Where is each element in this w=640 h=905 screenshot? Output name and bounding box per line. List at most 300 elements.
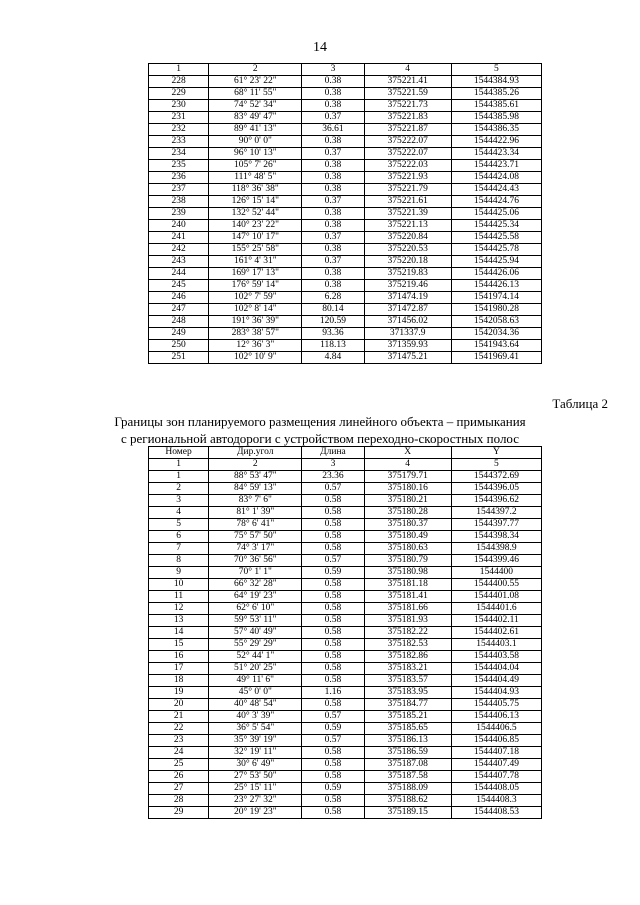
cell-number: 12 — [149, 603, 209, 615]
cell-direction-angle: 40° 3' 39" — [209, 711, 302, 723]
cell-length: 6.28 — [302, 292, 364, 304]
table-row — [149, 807, 542, 819]
cell-number: 237 — [149, 184, 209, 196]
cell-y: 1544424.08 — [451, 172, 541, 184]
cell-number: 238 — [149, 196, 209, 208]
cell-length: 0.58 — [302, 579, 364, 591]
cell-length: 118.13 — [302, 340, 364, 352]
cell-number: 251 — [149, 352, 209, 364]
cell-number: 26 — [149, 771, 209, 783]
cell-y: 1544397.2 — [451, 507, 541, 519]
table-row — [149, 663, 542, 675]
table-row — [149, 280, 542, 292]
cell-x: 375221.79 — [364, 184, 451, 196]
cell-number: 241 — [149, 232, 209, 244]
cell-direction-angle: 68° 11' 55" — [209, 88, 302, 100]
cell-direction-angle: 102° 7' 59" — [209, 292, 302, 304]
table-row — [149, 531, 542, 543]
cell-direction-angle: 61° 23' 22" — [209, 76, 302, 88]
cell-number: 17 — [149, 663, 209, 675]
table-row — [149, 352, 542, 364]
cell-direction-angle: 89° 41' 13" — [209, 124, 302, 136]
cell-x: 375182.22 — [364, 627, 451, 639]
cell-y: 1544397.77 — [451, 519, 541, 531]
table-row — [149, 244, 542, 256]
table-row — [149, 112, 542, 124]
cell-number: 228 — [149, 76, 209, 88]
cell-number: 244 — [149, 268, 209, 280]
table-row — [149, 148, 542, 160]
cell-length: 0.38 — [302, 268, 364, 280]
cell-y: 1544423.34 — [451, 148, 541, 160]
cell-y: 1544385.61 — [451, 100, 541, 112]
cell-length: 0.38 — [302, 136, 364, 148]
cell-length: 0.37 — [302, 112, 364, 124]
cell-direction-angle: 62° 6' 10" — [209, 603, 302, 615]
cell-direction-angle: 70° 1' 1" — [209, 567, 302, 579]
cell-y: 1544424.76 — [451, 196, 541, 208]
cell-x: 371359.93 — [364, 340, 451, 352]
cell-y: 1544424.43 — [451, 184, 541, 196]
page-number: 14 — [313, 40, 327, 55]
cell-number: 235 — [149, 160, 209, 172]
cell-direction-angle: 52° 44' 1" — [209, 651, 302, 663]
cell-x: 375186.59 — [364, 747, 451, 759]
cell-y: 1544384.93 — [451, 76, 541, 88]
cell-direction-angle: 84° 59' 13" — [209, 483, 302, 495]
cell-x: 375221.13 — [364, 220, 451, 232]
cell-x: 375220.18 — [364, 256, 451, 268]
cell-number: 233 — [149, 136, 209, 148]
cell-length: 0.58 — [302, 663, 364, 675]
table-row — [149, 723, 542, 735]
cell-x: 375181.93 — [364, 615, 451, 627]
table-row — [149, 88, 542, 100]
cell-number: 230 — [149, 100, 209, 112]
cell-length: 0.58 — [302, 591, 364, 603]
table-row — [149, 543, 542, 555]
column-number: 4 — [364, 459, 451, 471]
cell-number: 15 — [149, 639, 209, 651]
table-row — [149, 328, 542, 340]
column-number: 3 — [302, 64, 364, 76]
cell-length: 93.36 — [302, 328, 364, 340]
cell-x: 375188.62 — [364, 795, 451, 807]
cell-direction-angle: 70° 36' 56" — [209, 555, 302, 567]
cell-number: 242 — [149, 244, 209, 256]
cell-x: 375184.77 — [364, 699, 451, 711]
cell-length: 0.58 — [302, 651, 364, 663]
cell-x: 375219.83 — [364, 268, 451, 280]
cell-length: 0.37 — [302, 256, 364, 268]
cell-length: 0.58 — [302, 603, 364, 615]
cell-x: 375221.39 — [364, 208, 451, 220]
cell-number: 14 — [149, 627, 209, 639]
table-title-line: Границы зон планируемого размещения линейного объекта – примыкания — [114, 414, 526, 429]
cell-length: 23.36 — [302, 471, 364, 483]
cell-direction-angle: 64° 19' 23" — [209, 591, 302, 603]
cell-y: 1544425.78 — [451, 244, 541, 256]
table-row — [149, 340, 542, 352]
cell-direction-angle: 147° 10' 17" — [209, 232, 302, 244]
cell-y: 1544408.05 — [451, 783, 541, 795]
cell-direction-angle: 59° 53' 11" — [209, 615, 302, 627]
table-row — [149, 615, 542, 627]
cell-y: 1544385.98 — [451, 112, 541, 124]
cell-y: 1544398.9 — [451, 543, 541, 555]
boundary-table-continued — [148, 63, 542, 364]
table-row — [149, 687, 542, 699]
table-row — [149, 519, 542, 531]
cell-direction-angle: 66° 32' 28" — [209, 579, 302, 591]
cell-number: 7 — [149, 543, 209, 555]
cell-direction-angle: 83° 7' 6" — [209, 495, 302, 507]
cell-x: 375180.37 — [364, 519, 451, 531]
cell-y: 1544407.18 — [451, 747, 541, 759]
table-row — [149, 268, 542, 280]
table-row — [149, 627, 542, 639]
cell-direction-angle: 96° 10' 13" — [209, 148, 302, 160]
table-title-line: с региональной автодороги с устройством переходно-скоростных полос — [120, 431, 520, 446]
cell-direction-angle: 45° 0' 0" — [209, 687, 302, 699]
cell-x: 375221.41 — [364, 76, 451, 88]
cell-x: 375221.87 — [364, 124, 451, 136]
cell-number: 1 — [149, 471, 209, 483]
cell-y: 1544402.11 — [451, 615, 541, 627]
cell-x: 375181.41 — [364, 591, 451, 603]
cell-direction-angle: 169° 17' 13" — [209, 268, 302, 280]
cell-direction-angle: 40° 48' 54" — [209, 699, 302, 711]
cell-x: 375180.63 — [364, 543, 451, 555]
cell-y: 1544396.05 — [451, 483, 541, 495]
cell-y: 1544425.06 — [451, 208, 541, 220]
cell-y: 1544396.62 — [451, 495, 541, 507]
table-row — [149, 232, 542, 244]
cell-x: 375182.53 — [364, 639, 451, 651]
cell-y: 1544402.61 — [451, 627, 541, 639]
cell-y: 1542058.63 — [451, 316, 541, 328]
column-number-row — [149, 64, 542, 76]
cell-length: 80.14 — [302, 304, 364, 316]
cell-direction-angle: 12° 36' 3" — [209, 340, 302, 352]
cell-number: 234 — [149, 148, 209, 160]
cell-x: 375181.18 — [364, 579, 451, 591]
cell-length: 0.38 — [302, 208, 364, 220]
cell-x: 375180.49 — [364, 531, 451, 543]
cell-y: 1544425.58 — [451, 232, 541, 244]
table-row — [149, 304, 542, 316]
cell-y: 1544385.26 — [451, 88, 541, 100]
cell-x: 375188.09 — [364, 783, 451, 795]
cell-direction-angle: 155° 25' 58" — [209, 244, 302, 256]
table-label: Таблица 2 — [552, 396, 608, 411]
column-header-x: X — [364, 447, 451, 459]
cell-y: 1544404.49 — [451, 675, 541, 687]
cell-x: 375221.59 — [364, 88, 451, 100]
cell-length: 0.58 — [302, 495, 364, 507]
table-row — [149, 735, 542, 747]
cell-length: 0.38 — [302, 88, 364, 100]
cell-number: 29 — [149, 807, 209, 819]
cell-x: 375183.21 — [364, 663, 451, 675]
table-row — [149, 76, 542, 88]
cell-number: 28 — [149, 795, 209, 807]
cell-x: 375221.61 — [364, 196, 451, 208]
table-body — [149, 76, 542, 364]
cell-y: 1541980.28 — [451, 304, 541, 316]
cell-y: 1544404.93 — [451, 687, 541, 699]
table-row — [149, 747, 542, 759]
cell-y: 1544426.13 — [451, 280, 541, 292]
cell-number: 24 — [149, 747, 209, 759]
cell-direction-angle: 36° 5' 54" — [209, 723, 302, 735]
cell-x: 371337.9 — [364, 328, 451, 340]
cell-direction-angle: 102° 8' 14" — [209, 304, 302, 316]
column-number: 1 — [149, 64, 209, 76]
cell-length: 0.37 — [302, 232, 364, 244]
cell-x: 375189.15 — [364, 807, 451, 819]
cell-number: 11 — [149, 591, 209, 603]
cell-length: 0.58 — [302, 531, 364, 543]
cell-x: 375222.03 — [364, 160, 451, 172]
cell-y: 1544403.1 — [451, 639, 541, 651]
cell-direction-angle: 55° 29' 29" — [209, 639, 302, 651]
column-header-length: Длина — [302, 447, 364, 459]
cell-length: 0.37 — [302, 196, 364, 208]
cell-x: 371472.87 — [364, 304, 451, 316]
cell-length: 0.58 — [302, 771, 364, 783]
cell-x: 375180.28 — [364, 507, 451, 519]
column-number: 5 — [451, 459, 541, 471]
cell-x: 375220.53 — [364, 244, 451, 256]
table-row — [149, 771, 542, 783]
cell-number: 10 — [149, 579, 209, 591]
table-row — [149, 591, 542, 603]
cell-y: 1544406.5 — [451, 723, 541, 735]
column-header-y: Y — [451, 447, 541, 459]
cell-y: 1544401.6 — [451, 603, 541, 615]
cell-number: 245 — [149, 280, 209, 292]
cell-number: 236 — [149, 172, 209, 184]
cell-y: 1542034.36 — [451, 328, 541, 340]
cell-y: 1541969.41 — [451, 352, 541, 364]
column-number: 2 — [209, 64, 302, 76]
cell-length: 0.58 — [302, 627, 364, 639]
cell-direction-angle: 35° 39' 19" — [209, 735, 302, 747]
cell-x: 375220.84 — [364, 232, 451, 244]
cell-x: 375182.86 — [364, 651, 451, 663]
table-title — [0, 413, 640, 447]
cell-x: 375180.98 — [364, 567, 451, 579]
cell-length: 0.38 — [302, 76, 364, 88]
table-row — [149, 220, 542, 232]
cell-number: 25 — [149, 759, 209, 771]
table-row — [149, 292, 542, 304]
cell-length: 0.38 — [302, 160, 364, 172]
table-row — [149, 184, 542, 196]
cell-x: 375222.07 — [364, 148, 451, 160]
cell-length: 0.58 — [302, 747, 364, 759]
cell-y: 1544406.85 — [451, 735, 541, 747]
cell-direction-angle: 105° 7' 26" — [209, 160, 302, 172]
table-row — [149, 555, 542, 567]
table-row — [149, 471, 542, 483]
cell-number: 21 — [149, 711, 209, 723]
cell-length: 0.57 — [302, 711, 364, 723]
table-row — [149, 136, 542, 148]
cell-y: 1541974.14 — [451, 292, 541, 304]
cell-direction-angle: 90° 0' 0" — [209, 136, 302, 148]
column-number: 1 — [149, 459, 209, 471]
table-row — [149, 711, 542, 723]
cell-direction-angle: 23° 27' 32" — [209, 795, 302, 807]
table-body — [149, 471, 542, 819]
column-number: 5 — [451, 64, 541, 76]
cell-direction-angle: 81° 1' 39" — [209, 507, 302, 519]
cell-direction-angle: 132° 52' 44" — [209, 208, 302, 220]
cell-y: 1544406.13 — [451, 711, 541, 723]
cell-x: 375185.21 — [364, 711, 451, 723]
cell-x: 375187.58 — [364, 771, 451, 783]
cell-number: 247 — [149, 304, 209, 316]
cell-y: 1544372.69 — [451, 471, 541, 483]
table-row — [149, 316, 542, 328]
cell-length: 120.59 — [302, 316, 364, 328]
cell-x: 375180.16 — [364, 483, 451, 495]
cell-length: 0.59 — [302, 567, 364, 579]
cell-number: 6 — [149, 531, 209, 543]
column-header-direction-angle: Дир.угол — [209, 447, 302, 459]
cell-x: 375221.73 — [364, 100, 451, 112]
cell-number: 250 — [149, 340, 209, 352]
cell-length: 0.58 — [302, 519, 364, 531]
cell-y: 1544399.46 — [451, 555, 541, 567]
cell-y: 1544408.53 — [451, 807, 541, 819]
cell-number: 23 — [149, 735, 209, 747]
cell-direction-angle: 78° 6' 41" — [209, 519, 302, 531]
column-number: 3 — [302, 459, 364, 471]
cell-x: 375222.07 — [364, 136, 451, 148]
cell-number: 13 — [149, 615, 209, 627]
cell-number: 19 — [149, 687, 209, 699]
cell-direction-angle: 49° 11' 6" — [209, 675, 302, 687]
cell-y: 1544400.55 — [451, 579, 541, 591]
cell-number: 249 — [149, 328, 209, 340]
cell-length: 0.38 — [302, 100, 364, 112]
table-row — [149, 783, 542, 795]
cell-direction-angle: 118° 36' 38" — [209, 184, 302, 196]
cell-number: 246 — [149, 292, 209, 304]
cell-number: 18 — [149, 675, 209, 687]
cell-x: 375180.79 — [364, 555, 451, 567]
table-row — [149, 483, 542, 495]
cell-direction-angle: 74° 3' 17" — [209, 543, 302, 555]
cell-number: 22 — [149, 723, 209, 735]
cell-number: 8 — [149, 555, 209, 567]
cell-direction-angle: 88° 53' 47" — [209, 471, 302, 483]
cell-length: 0.58 — [302, 675, 364, 687]
cell-number: 243 — [149, 256, 209, 268]
cell-x: 375221.93 — [364, 172, 451, 184]
cell-number: 5 — [149, 519, 209, 531]
cell-length: 0.58 — [302, 807, 364, 819]
cell-direction-angle: 161° 4' 31" — [209, 256, 302, 268]
cell-direction-angle: 111° 48' 5" — [209, 172, 302, 184]
cell-y: 1544407.49 — [451, 759, 541, 771]
table-row — [149, 699, 542, 711]
cell-x: 371474.19 — [364, 292, 451, 304]
cell-y: 1544400 — [451, 567, 541, 579]
cell-length: 0.38 — [302, 220, 364, 232]
cell-x: 375183.95 — [364, 687, 451, 699]
cell-direction-angle: 83° 49' 47" — [209, 112, 302, 124]
cell-length: 0.58 — [302, 639, 364, 651]
cell-y: 1544426.06 — [451, 268, 541, 280]
cell-length: 0.38 — [302, 244, 364, 256]
table-row — [149, 759, 542, 771]
table-row — [149, 100, 542, 112]
cell-direction-angle: 51° 20' 25" — [209, 663, 302, 675]
cell-number: 16 — [149, 651, 209, 663]
cell-length: 0.58 — [302, 795, 364, 807]
cell-direction-angle: 176° 59' 14" — [209, 280, 302, 292]
column-number: 4 — [364, 64, 451, 76]
cell-y: 1544425.34 — [451, 220, 541, 232]
cell-number: 3 — [149, 495, 209, 507]
column-number-row — [149, 459, 542, 471]
table-row — [149, 579, 542, 591]
cell-y: 1544405.75 — [451, 699, 541, 711]
cell-direction-angle: 32° 19' 11" — [209, 747, 302, 759]
cell-direction-angle: 57° 40' 49" — [209, 627, 302, 639]
cell-x: 371475.21 — [364, 352, 451, 364]
cell-x: 375186.13 — [364, 735, 451, 747]
cell-y: 1544423.71 — [451, 160, 541, 172]
cell-direction-angle: 74° 52' 34" — [209, 100, 302, 112]
cell-length: 0.59 — [302, 723, 364, 735]
cell-length: 1.16 — [302, 687, 364, 699]
table-row — [149, 196, 542, 208]
cell-direction-angle: 27° 53' 50" — [209, 771, 302, 783]
cell-number: 248 — [149, 316, 209, 328]
table-row — [149, 495, 542, 507]
table-row — [149, 795, 542, 807]
cell-direction-angle: 191° 36' 39" — [209, 316, 302, 328]
table-row — [149, 124, 542, 136]
table-row — [149, 208, 542, 220]
cell-number: 240 — [149, 220, 209, 232]
cell-length: 0.59 — [302, 783, 364, 795]
table-row — [149, 639, 542, 651]
cell-length: 0.38 — [302, 172, 364, 184]
cell-x: 375183.57 — [364, 675, 451, 687]
cell-x: 375187.08 — [364, 759, 451, 771]
cell-number: 2 — [149, 483, 209, 495]
cell-direction-angle: 20° 19' 23" — [209, 807, 302, 819]
cell-x: 375181.66 — [364, 603, 451, 615]
cell-length: 4.84 — [302, 352, 364, 364]
cell-direction-angle: 126° 15' 14" — [209, 196, 302, 208]
cell-y: 1541943.64 — [451, 340, 541, 352]
cell-number: 232 — [149, 124, 209, 136]
cell-y: 1544403.58 — [451, 651, 541, 663]
table-row — [149, 256, 542, 268]
cell-number: 9 — [149, 567, 209, 579]
cell-x: 371456.02 — [364, 316, 451, 328]
table-row — [149, 172, 542, 184]
cell-x: 375185.65 — [364, 723, 451, 735]
column-header-row — [149, 447, 542, 459]
